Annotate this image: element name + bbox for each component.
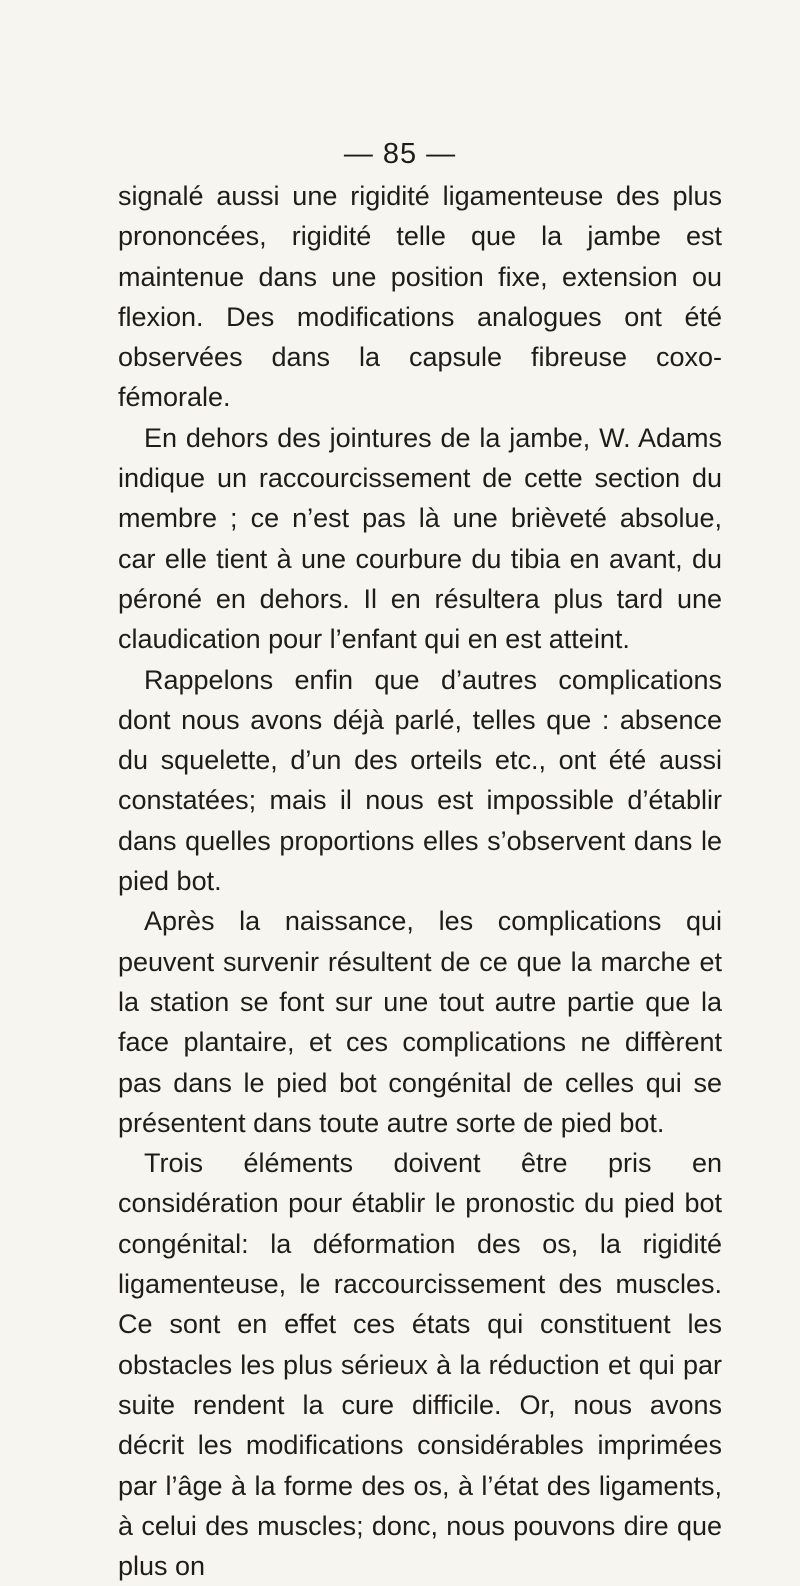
- page-number: — 85 —: [343, 138, 457, 170]
- paragraph-2: En dehors des jointures de la jambe, W. Adams indique un raccourcissement de cette section du membre ; ce n’est pas là une brièveté absolue, car elle tient à une courbure du tibia en avant, du péroné en dehors. Il en résultera plus tard une claudication pour l’enfant qui en est atteint.: [118, 422, 722, 655]
- body-text: [118, 176, 722, 1586]
- paragraph-4: Après la naissance, les complications qui peuvent survenir résultent de ce que la marche et la station se font sur une tout autre partie que la face plantaire, et ces complications ne diffèrent pas dans le pied bot congénital de celles qui se présentent dans toute autre sorte de pied bot.: [118, 906, 722, 1138]
- paragraph-3: Rappelons enfin que d’autres complications dont nous avons déjà parlé, telles que : absence du squelette, d’un des orteils etc., ont été aussi constatées; mais il nous est impossible d’établir dans quelles proportions elles s’observent dans le pied bot.: [118, 664, 722, 897]
- paragraph-5: Trois éléments doivent être pris en considération pour établir le pronostic du pied bot congénital: la déformation des os, la rigidité ligamenteuse, le raccourcissement des muscles. Ce sont en effet ces états qui constituent les obstacles les plus sérieux à la réduction et qui par suite rendent la cure difficile. Or, nous avons décrit les modifications considérables imprimées par l’âge à la forme des os, à l’état des ligaments, à celui des muscles; donc, nous pouvons dire que plus on: [118, 1148, 722, 1582]
- paragraph-1: signalé aussi une rigidité ligamenteuse des plus prononcées, rigidité telle que la jambe est maintenue dans une position fixe, extension ou flexion. Des modifications analogues ont été observées dans la capsule fibreuse coxo-fémorale.: [118, 181, 722, 413]
